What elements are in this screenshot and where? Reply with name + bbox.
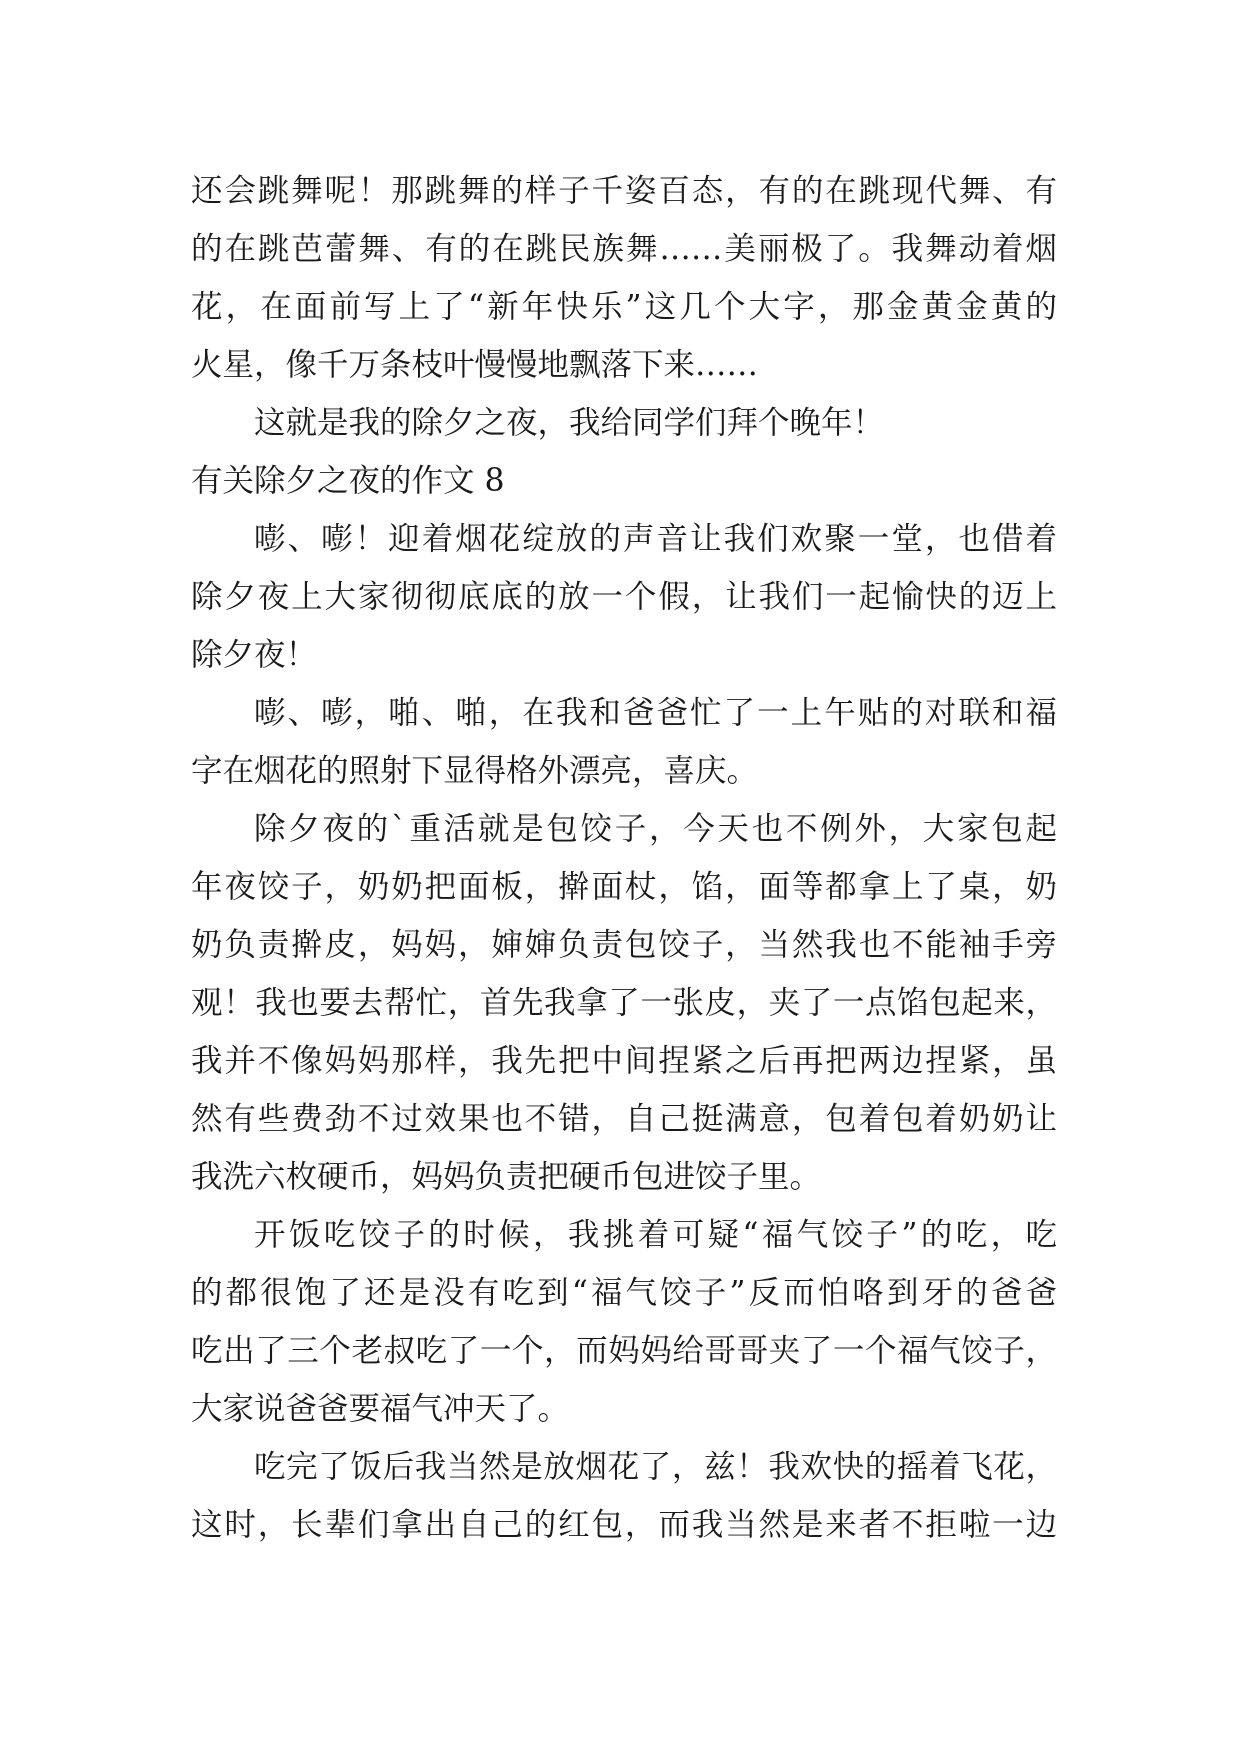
text-line: 除夕夜！ — [191, 637, 318, 673]
text-line: 奶负责擀皮，妈妈，婶婶负责包饺子，当然我也不能袖手旁 — [191, 927, 1057, 963]
document-page — [191, 162, 1057, 1554]
text-line: 开饭吃饺子的时候，我挑着可疑“福气饺子”的吃，吃 — [254, 1217, 1057, 1253]
text-line: 观！我也要去帮忙，首先我拿了一张皮，夹了一点馅包起来， — [191, 985, 1057, 1021]
text-line: 嘭、嘭，啪、啪，在我和爸爸忙了一上午贴的对联和福 — [254, 695, 1057, 731]
text-line: 嘭、嘭！迎着烟花绽放的声音让我们欢聚一堂，也借着 — [254, 521, 1057, 557]
text-line: 的都很饱了还是没有吃到“福气饺子”反而怕咯到牙的爸爸 — [191, 1275, 1057, 1311]
text-line: 除夕夜上大家彻彻底底的放一个假，让我们一起愉快的迈上 — [191, 579, 1057, 615]
text-line: 还会跳舞呢！那跳舞的样子千姿百态，有的在跳现代舞、有 — [191, 173, 1057, 209]
text-line: 字在烟花的照射下显得格外漂亮，喜庆。 — [191, 753, 759, 789]
text-line: 吃出了三个老叔吃了一个，而妈妈给哥哥夹了一个福气饺子， — [191, 1333, 1057, 1369]
text-line: 的在跳芭蕾舞、有的在跳民族舞……美丽极了。我舞动着烟 — [191, 231, 1057, 267]
section-heading: 有关除夕之夜的作文 8 — [191, 463, 505, 499]
text-line: 大家说爸爸要福气冲天了。 — [191, 1391, 570, 1427]
text-line: 年夜饺子，奶奶把面板，擀面杖，馅，面等都拿上了桌，奶 — [191, 869, 1057, 905]
text-line: 这就是我的除夕之夜，我给同学们拜个晚年！ — [254, 405, 885, 441]
text-line: 我并不像妈妈那样，我先把中间捏紧之后再把两边捏紧，虽 — [191, 1043, 1057, 1079]
text-line: 火星，像千万条枝叶慢慢地飘落下来…… — [191, 347, 759, 383]
text-line: 吃完了饭后我当然是放烟花了，兹！我欢快的摇着飞花， — [254, 1449, 1057, 1485]
text-line: 这时，长辈们拿出自己的红包，而我当然是来者不拒啦一边 — [191, 1507, 1057, 1543]
text-line: 花，在面前写上了“新年快乐”这几个大字，那金黄金黄的 — [191, 289, 1057, 325]
text-line: 然有些费劲不过效果也不错，自己挺满意，包着包着奶奶让 — [191, 1101, 1057, 1137]
text-line: 除夕夜的`重活就是包饺子，今天也不例外，大家包起 — [254, 811, 1057, 847]
text-line: 我洗六枚硬币，妈妈负责把硬币包进饺子里。 — [191, 1159, 822, 1195]
